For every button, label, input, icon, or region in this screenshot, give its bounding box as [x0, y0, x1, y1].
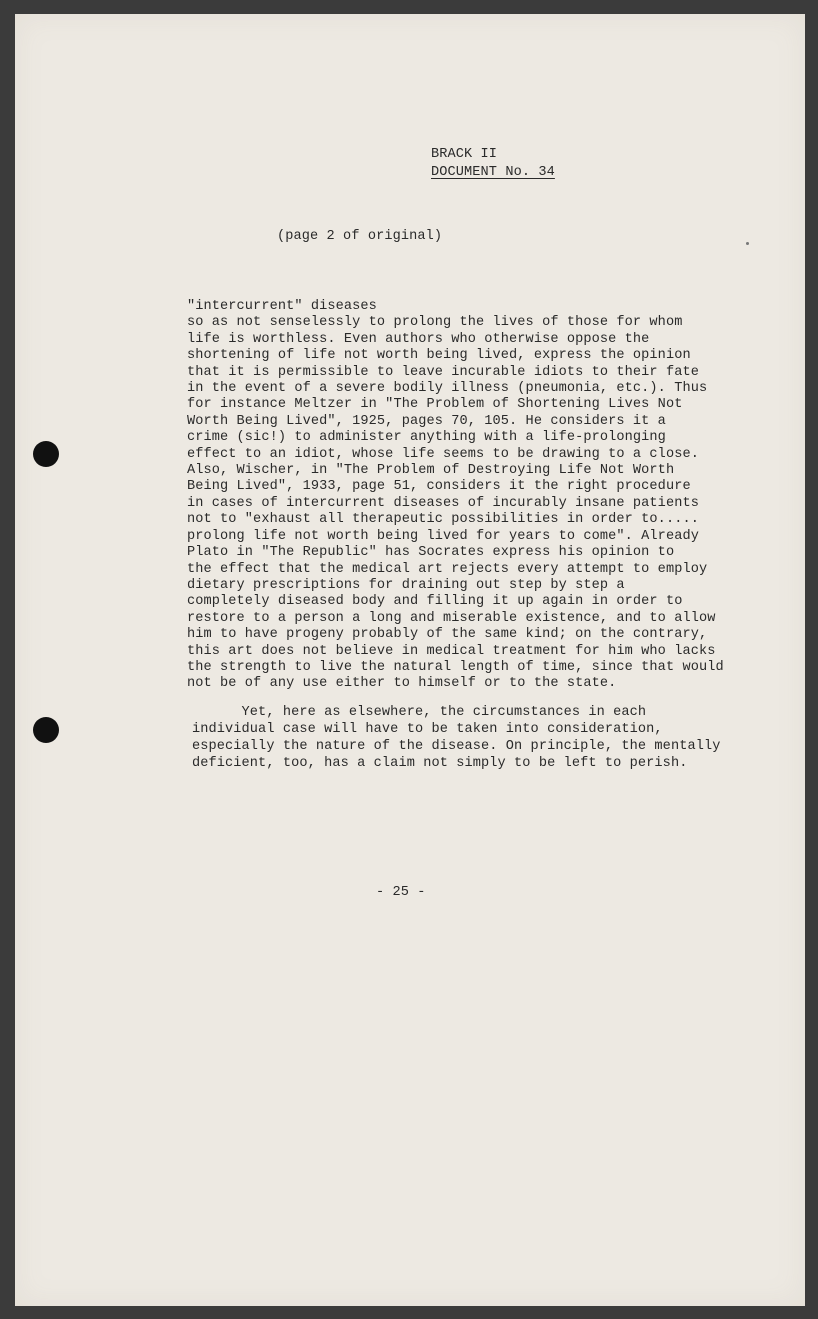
- page-number: - 25 -: [376, 885, 426, 900]
- text-line: shortening of life not worth being lived, express the opinion: [187, 348, 691, 364]
- body-paragraph-2: [192, 704, 720, 772]
- text-line: deficient, too, has a claim not simply to be left to perish.: [192, 756, 688, 771]
- text-line: Also, Wischer, in "The Problem of Destroying Life Not Worth: [187, 463, 675, 479]
- document-header: [431, 146, 555, 182]
- header-document-number: DOCUMENT No. 34: [431, 165, 555, 180]
- text-line: especially the nature of the disease. On principle, the mentally: [192, 739, 721, 754]
- text-line: life is worthless. Even authors who otherwise oppose the: [187, 331, 650, 347]
- paper-speck: [746, 242, 749, 245]
- text-line: the strength to live the natural length of time, since that would: [187, 659, 724, 675]
- punch-hole-bottom: [33, 717, 59, 743]
- text-line: Being Lived", 1933, page 51, considers it the right procedure: [187, 479, 691, 495]
- text-line: not to "exhaust all therapeutic possibilities in order to.....: [187, 512, 699, 528]
- text-line: that it is permissible to leave incurable idiots to their fate: [187, 364, 699, 380]
- text-line: restore to a person a long and miserable existence, and to allow: [187, 610, 716, 626]
- text-line: completely diseased body and filling it up again in order to: [187, 594, 683, 610]
- text-line: so as not senselessly to prolong the lives of those for whom: [187, 315, 683, 331]
- text-line: effect to an idiot, whose life seems to be drawing to a close.: [187, 446, 699, 462]
- text-line: the effect that the medical art rejects every attempt to employ: [187, 561, 708, 577]
- text-line: "intercurrent" diseases: [187, 299, 377, 314]
- text-line: in the event of a severe bodily illness (pneumonia, etc.). Thus: [187, 381, 708, 397]
- page-note: (page 2 of original): [277, 229, 443, 244]
- header-case: BRACK II: [431, 147, 498, 162]
- text-line: for instance Meltzer in "The Problem of Shortening Lives Not: [187, 397, 683, 413]
- text-line: crime (sic!) to administer anything with a life-prolonging: [187, 430, 666, 446]
- text-line: prolong life not worth being lived for years to come". Already: [187, 528, 699, 544]
- body-paragraph-1: [187, 299, 747, 693]
- text-line: individual case will have to be taken into consideration,: [192, 722, 663, 737]
- text-line: not be of any use either to himself or to the state.: [187, 676, 617, 692]
- text-line: this art does not believe in medical treatment for him who lacks: [187, 643, 716, 659]
- text-line: Worth Being Lived", 1925, pages 70, 105. He considers it a: [187, 413, 666, 429]
- text-line: in cases of intercurrent diseases of incurably insane patients: [187, 495, 699, 511]
- text-line: dietary prescriptions for draining out step by step a: [187, 577, 625, 593]
- punch-hole-top: [33, 441, 59, 467]
- text-line: Yet, here as elsewhere, the circumstances in each: [192, 705, 647, 720]
- text-line: Plato in "The Republic" has Socrates express his opinion to: [187, 545, 675, 561]
- text-line: him to have progeny probably of the same kind; on the contrary,: [187, 627, 708, 643]
